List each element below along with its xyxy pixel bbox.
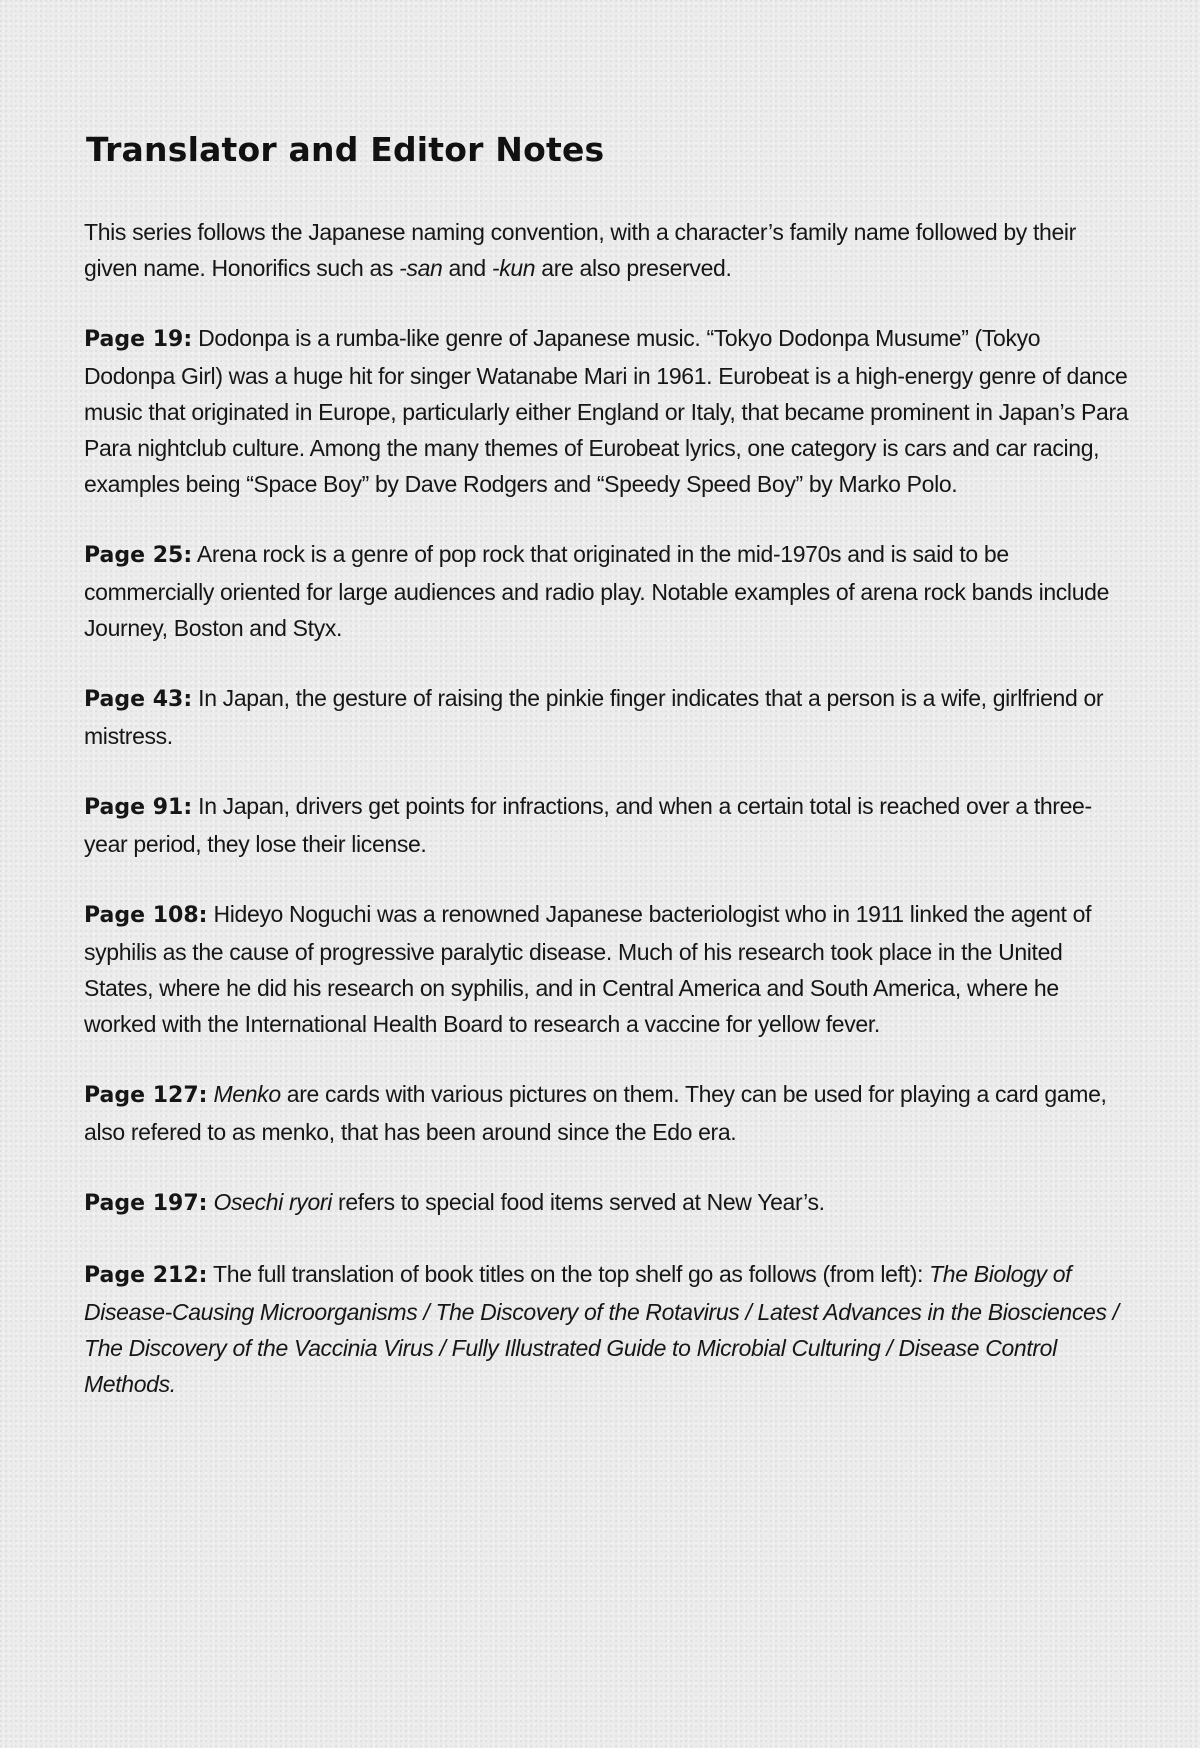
- note-italic-term: Menko: [207, 1081, 281, 1107]
- note-label: Page 108:: [84, 903, 208, 928]
- note-page-25: [84, 536, 1134, 646]
- note-italic-term: Osechi ryori: [207, 1189, 332, 1215]
- note-page-212: [84, 1256, 1134, 1402]
- note-page-127: [84, 1076, 1134, 1150]
- note-label: Page 19:: [84, 327, 193, 352]
- note-text: In Japan, the gesture of raising the pinkie finger indicates that a person is a wife, girlfriend or mistress.: [84, 685, 1104, 749]
- note-label: Page 25:: [84, 543, 193, 568]
- note-label: Page 212:: [84, 1263, 208, 1288]
- note-text: Dodonpa is a rumba-like genre of Japanese music. “Tokyo Dodonpa Musume” (Tokyo Dodonpa Girl) was a huge hit for singer Watanabe Mari in 1961. Eurobeat is a high-energy genre of dance music that originated in Europe, particularly either England or Italy, that became prominent in Japan’s Para Para nightclub culture. Among the many themes of Eurobeat lyrics, one category is cars and car racing, examples being “Space Boy” by Dave Rodgers and “Speedy Speed Boy” by Marko Polo.: [84, 325, 1129, 497]
- note-page-91: [84, 788, 1134, 862]
- note-text: In Japan, drivers get points for infractions, and when a certain total is reached over a three-year period, they lose their license.: [84, 793, 1092, 857]
- intro-paragraph: [84, 214, 1134, 286]
- note-page-19: [84, 320, 1134, 502]
- book-titles-list: The Biology of Disease-Causing Microorganisms / The Discovery of the Rotavirus / Latest Advances in the Biosciences / The Discovery of the Vaccinia Virus / Fully Illustrated Guide to Microbial Culturing / Disease Control Methods.: [84, 1261, 1119, 1397]
- note-label: Page 91:: [84, 795, 193, 820]
- note-label: Page 127:: [84, 1083, 208, 1108]
- note-page-197: [84, 1184, 1134, 1222]
- note-text: refers to special food items served at New Year’s.: [331, 1189, 825, 1215]
- honorific-san: -san: [399, 255, 443, 281]
- intro-text-1: This series follows the Japanese naming convention, with a character’s family name followed by their given name. Honorifics such as: [84, 219, 1076, 281]
- intro-text-2: and: [442, 255, 492, 281]
- notes-body: [84, 214, 1134, 1436]
- page-title: Translator and Editor Notes: [86, 130, 605, 169]
- note-label: Page 43:: [84, 687, 193, 712]
- note-text: Hideyo Noguchi was a renowned Japanese bacteriologist who in 1911 linked the agent of syphilis as the cause of progressive paralytic disease. Much of his research took place in the United States, where he did his research on syphilis, and in Central America and South America, where he worked with the International Health Board to research a vaccine for yellow fever.: [84, 901, 1092, 1037]
- note-text: The full translation of book titles on the top shelf go as follows (from left):: [207, 1261, 930, 1287]
- honorific-kun: -kun: [491, 255, 536, 281]
- note-text: are cards with various pictures on them. They can be used for playing a card game, also refered to as menko, that has been around since the Edo era.: [84, 1081, 1107, 1145]
- note-page-108: [84, 896, 1134, 1042]
- note-text: Arena rock is a genre of pop rock that originated in the mid-1970s and is said to be commercially oriented for large audiences and radio play. Notable examples of arena rock bands include Journey, Boston and Styx.: [84, 541, 1110, 641]
- note-page-43: [84, 680, 1134, 754]
- note-label: Page 197:: [84, 1191, 208, 1216]
- intro-text-3: are also preserved.: [535, 255, 732, 281]
